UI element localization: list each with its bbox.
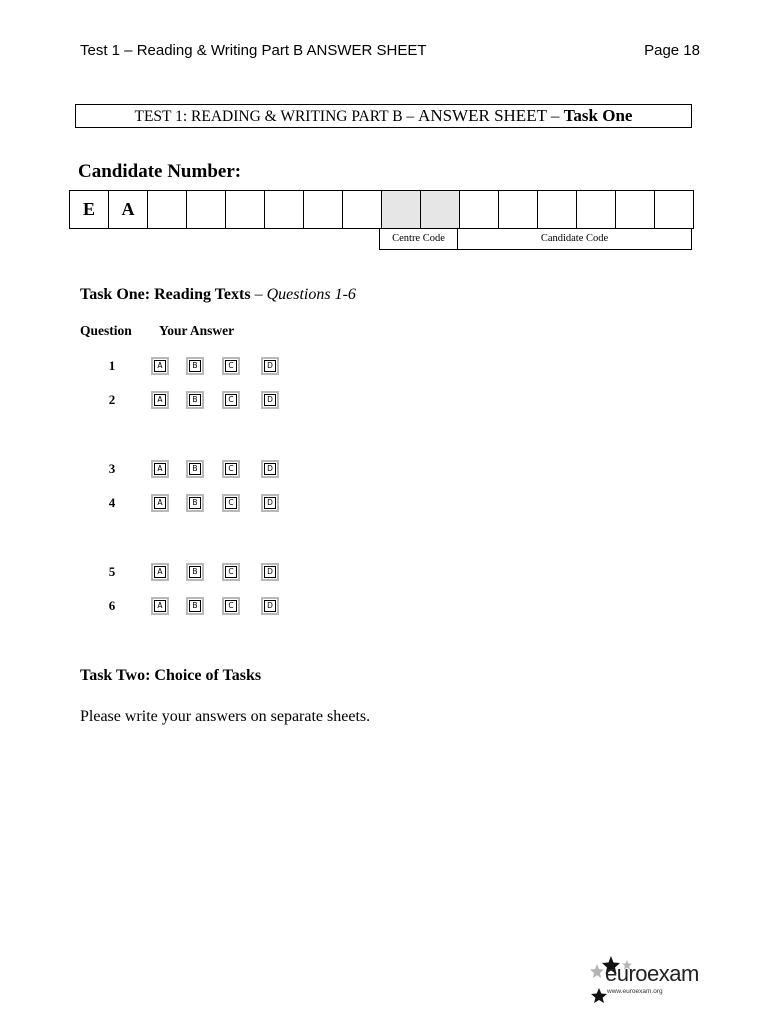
candidate-number-cell[interactable] [226,191,265,229]
question-number: 3 [108,461,116,476]
candidate-code-label: Candidate Code [458,228,692,250]
answer-option-letter: C [225,394,237,406]
answer-option-d[interactable] [261,563,279,581]
centre-code-label: Centre Code [380,228,458,250]
title-part-3: – [546,106,564,125]
answer-option-letter: A [154,394,166,406]
title-part-4: Task One [563,106,633,125]
title-part-1: TEST 1: READING & WRITING PART B – [134,108,419,125]
answer-option-letter: B [189,360,201,372]
candidate-code-cell[interactable] [499,191,538,229]
answer-option-c[interactable] [222,460,240,478]
answer-option-a[interactable] [151,494,169,512]
question-number: 5 [108,564,116,579]
answer-option-b[interactable] [186,597,204,615]
answer-option-letter: A [154,360,166,372]
answer-option-letter: C [225,463,237,475]
answer-option-letter: C [225,360,237,372]
answer-option-letter: D [264,394,276,406]
answer-option-a[interactable] [151,597,169,615]
question-number: 1 [108,358,116,373]
answer-option-b[interactable] [186,357,204,375]
task-one-heading-italic: Questions 1-6 [266,286,356,303]
answer-option-d[interactable] [261,494,279,512]
centre-code-cell[interactable] [421,191,460,229]
answer-option-c[interactable] [222,494,240,512]
answer-option-letter: D [264,360,276,372]
answer-option-letter: C [225,497,237,509]
logo-wordmark: euroexam [605,961,699,986]
candidate-code-cell[interactable] [577,191,616,229]
question-number: 2 [108,392,116,407]
task-one-heading-bold: Task One: Reading Texts [80,286,251,303]
answer-option-letter: A [154,566,166,578]
answer-option-letter: D [264,463,276,475]
task-two-heading: Task Two: Choice of Tasks [80,667,262,684]
answer-option-d[interactable] [261,357,279,375]
answer-option-letter: C [225,600,237,612]
answer-option-c[interactable] [222,563,240,581]
answer-option-d[interactable] [261,597,279,615]
candidate-number-label: Candidate Number: [78,161,242,182]
answer-option-c[interactable] [222,391,240,409]
answer-option-letter: B [189,394,201,406]
answer-option-c[interactable] [222,357,240,375]
answer-option-c[interactable] [222,597,240,615]
logo-url: www.euroexam.org [607,988,663,995]
candidate-number-cell[interactable]: A [109,191,148,229]
answer-option-letter: C [225,566,237,578]
answer-option-a[interactable] [151,391,169,409]
answer-option-letter: B [189,463,201,475]
answer-option-d[interactable] [261,460,279,478]
answer-option-b[interactable] [186,391,204,409]
answer-option-letter: D [264,497,276,509]
answer-option-letter: A [154,497,166,509]
title-part-2: ANSWER SHEET [418,106,547,125]
page-number: Page 18 [644,42,700,59]
separate-sheets-note: Please write your answers on separate sheets. [80,708,371,725]
question-number: 4 [108,495,116,510]
question-number: 6 [108,598,116,613]
question-column-header: Question [80,323,132,338]
answer-option-letter: B [189,566,201,578]
centre-code-cell[interactable] [382,191,421,229]
answer-option-b[interactable] [186,563,204,581]
candidate-number-grid [69,190,694,229]
candidate-code-cell[interactable] [538,191,577,229]
candidate-code-cell[interactable] [616,191,655,229]
answer-option-letter: D [264,600,276,612]
candidate-number-cell[interactable] [304,191,343,229]
answer-option-letter: A [154,463,166,475]
answer-option-letter: B [189,600,201,612]
answer-sheet-title [75,104,692,128]
answer-option-a[interactable] [151,563,169,581]
answer-column-header: Your Answer [159,323,235,338]
candidate-number-cell[interactable]: E [70,191,109,229]
answer-option-letter: A [154,600,166,612]
candidate-code-cell[interactable] [460,191,499,229]
answer-option-d[interactable] [261,391,279,409]
candidate-number-cell[interactable] [343,191,382,229]
task-one-heading [80,286,356,304]
candidate-number-cell[interactable] [265,191,304,229]
running-header-title: Test 1 – Reading & Writing Part B ANSWER SHEET [80,42,427,59]
answer-option-a[interactable] [151,460,169,478]
answer-option-b[interactable] [186,460,204,478]
answer-option-b[interactable] [186,494,204,512]
answer-option-letter: B [189,497,201,509]
task-one-heading-sep: – [250,286,267,303]
candidate-number-cell[interactable] [148,191,187,229]
answer-option-a[interactable] [151,357,169,375]
answer-option-letter: D [264,566,276,578]
candidate-code-cell[interactable] [655,191,694,229]
candidate-number-cell[interactable] [187,191,226,229]
code-labels-row [379,228,692,250]
